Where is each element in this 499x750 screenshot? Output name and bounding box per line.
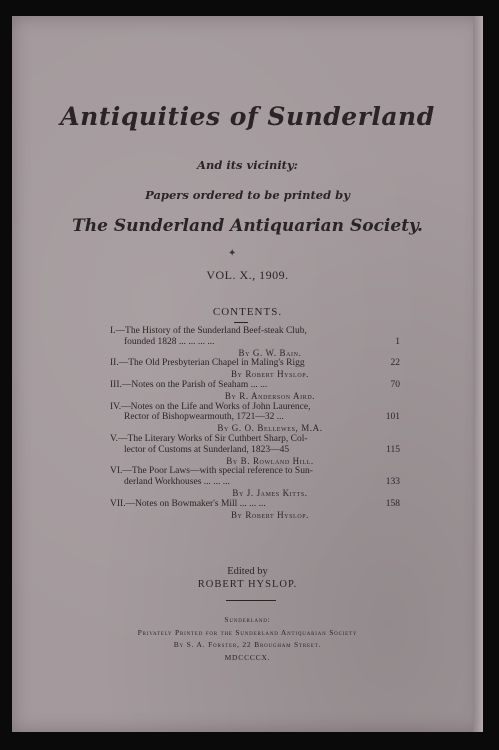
toc-entry-title: III.—Notes on the Parish of Seaham ... ... [110,379,268,390]
imprint-printer: Privately Printed for the Sunderland Antiquarian Society [137,627,358,637]
society-name: The Sunderland Antiquarian Society. [72,216,423,236]
toc-page-number: 158 [385,498,400,509]
toc-page-number: 70 [390,379,400,390]
ornament-mark: ✦ [228,248,237,259]
book-title: Antiquities of Sunderland [60,102,435,131]
toc-entry [110,402,400,434]
toc-entry [110,499,400,521]
contents-rule [234,322,248,323]
toc-page-number: 133 [385,477,400,488]
toc-author: By Robert Hyslop. [230,509,310,520]
volume-line: VOL. X., 1909. [206,268,289,282]
toc-entry-title: VII.—Notes on Bowmaker's Mill ... ... ... [110,498,266,509]
toc-entry-title-cont: founded 1828 ... ... ... ... [124,336,215,347]
toc-entry [110,434,400,466]
table-of-contents [110,326,400,520]
toc-author: By G. W. Bain. [238,347,302,358]
toc-entry-title: V.—The Literary Works of Sir Cuthbert Sharp, Col- [110,433,308,444]
toc-author: By Robert Hyslop. [230,369,310,380]
book-subtitle: And its vicinity: [197,158,298,172]
imprint-year: MDCCCCX. [224,652,271,662]
toc-entry [110,380,400,402]
contents-heading: CONTENTS. [212,306,283,318]
papers-line: Papers ordered to be printed by [145,188,350,202]
toc-entry-title: I.—The History of the Sunderland Beef-steak Club, [110,326,307,336]
book-cover [12,16,483,732]
editor-name: ROBERT HYSLOP. [197,579,298,590]
toc-author: By G. O. Bellewes, M.A. [217,423,323,434]
toc-page-number: 115 [386,444,400,455]
imprint-block [12,614,483,664]
toc-entry [110,466,400,498]
toc-entry [110,326,400,358]
toc-entry-title: IV.—Notes on the Life and Works of John Laurence, [110,401,311,412]
editor-rule [226,600,276,601]
imprint-address: By S. A. Forster, 22 Brougham Street. [173,640,322,649]
toc-author: By J. James Kitts. [232,487,308,498]
toc-author: By B. Rowland Hill. [226,455,314,466]
toc-page-number: 101 [385,412,400,423]
toc-author: By R. Anderson Aird. [224,390,316,401]
toc-entry [110,358,400,380]
toc-entry-title: VI.—The Poor Laws—with special reference to Sun- [110,466,313,477]
edited-by-label: Edited by [227,566,268,577]
toc-page-number: 22 [390,358,400,369]
imprint-place: Sunderland: [224,615,271,624]
toc-page-number: 1 [395,336,400,347]
toc-entry-title-cont: lector of Customs at Sunderland, 1823—45 [124,444,290,455]
toc-entry-title: II.—The Old Presbyterian Chapel in Maling's Rigg [110,358,305,369]
toc-entry-title-cont: Rector of Bishopwearmouth, 1721—32 ... [124,412,284,423]
toc-entry-title-cont: derland Workhouses ... ... ... [124,477,230,488]
